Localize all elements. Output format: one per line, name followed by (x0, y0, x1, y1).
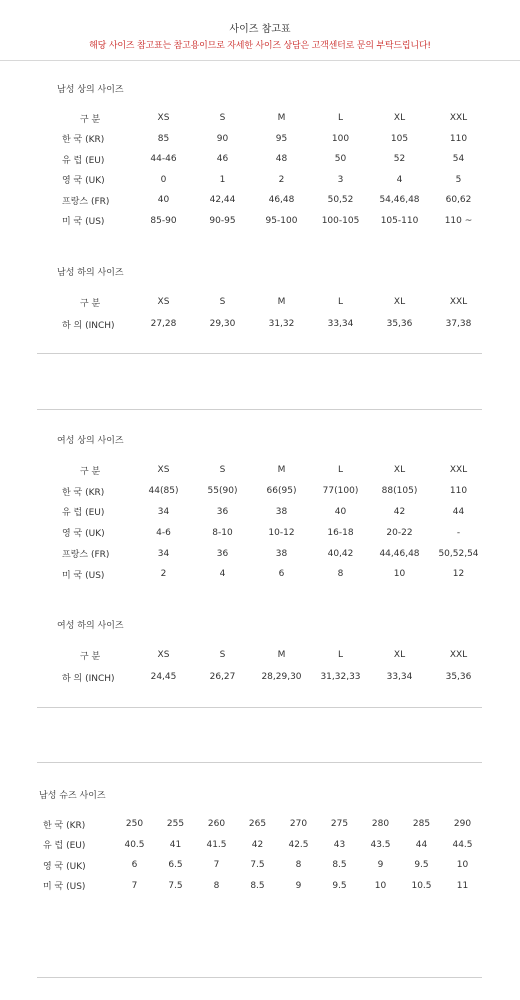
row-label: 프랑스 (FR) (62, 196, 110, 207)
size-notice: 해당 사이즈 참고표는 참고용이므로 자세한 사이즈 상담은 고객센터로 문의 부탁드립니다! (89, 41, 431, 51)
size-value-cell: 10.5 (411, 880, 432, 891)
size-value-cell: 27,28 (150, 319, 177, 329)
men-bottom-title: 남성 하의 사이즈 (57, 268, 124, 278)
size-value-cell: 35,36 (386, 319, 413, 329)
size-header-cell: XXL (449, 650, 468, 660)
size-value-cell: 34 (157, 506, 170, 517)
size-value-cell: 285 (412, 819, 431, 830)
page-title: 사이즈 참고표 (229, 24, 291, 35)
section-divider (37, 762, 482, 763)
size-value-cell: 9 (295, 880, 302, 891)
size-value-cell: - (456, 527, 461, 538)
size-value-cell: 42.5 (288, 839, 309, 850)
size-value-cell: 33,34 (327, 319, 354, 329)
size-value-cell: 4-6 (156, 527, 171, 538)
section-divider (37, 409, 482, 410)
size-value-cell: 90-95 (209, 215, 236, 226)
size-value-cell: 9.5 (414, 860, 429, 871)
size-value-cell: 55(90) (207, 486, 238, 497)
size-row (56, 522, 488, 543)
size-value-cell: 7 (131, 880, 138, 891)
size-value-cell: 5 (455, 174, 462, 185)
section-divider (37, 707, 482, 708)
size-value-cell: 77(100) (322, 486, 359, 497)
size-value-cell: 52 (393, 154, 406, 165)
size-value-cell: 10 (374, 880, 387, 891)
size-value-cell: 37,38 (445, 319, 472, 329)
size-header-row (56, 644, 488, 666)
size-row (56, 211, 488, 232)
size-value-cell: 41.5 (206, 839, 227, 850)
size-value-cell: 50,52,54 (438, 548, 479, 559)
size-value-cell: 50,52 (327, 195, 354, 206)
size-value-cell: 54,46,48 (379, 195, 420, 206)
size-header-cell: M (277, 650, 286, 660)
size-value-cell: 10-12 (268, 527, 295, 538)
size-value-cell: 41 (169, 839, 182, 850)
size-value-cell: 85-90 (150, 215, 177, 226)
size-value-cell: 24,45 (150, 672, 177, 682)
size-value-cell: 35,36 (445, 672, 472, 682)
men-top-table (56, 108, 488, 231)
size-value-cell: 38 (275, 506, 288, 517)
size-header-cell: S (219, 113, 226, 124)
size-header-cell: XL (393, 650, 406, 660)
size-value-cell: 7.5 (168, 880, 183, 891)
size-row (37, 855, 483, 876)
size-value-cell: 31,32 (268, 319, 295, 329)
size-value-cell: 255 (166, 819, 185, 830)
size-value-cell: 10 (456, 860, 469, 871)
top-divider (0, 60, 520, 61)
size-value-cell: 43.5 (370, 839, 391, 850)
size-header-cell: XS (157, 297, 170, 307)
size-value-cell: 8 (337, 569, 344, 580)
size-header-row (56, 108, 488, 129)
size-value-cell: 26,27 (209, 672, 236, 682)
size-value-cell: 4 (396, 174, 403, 185)
size-row (56, 502, 488, 523)
size-value-cell: 250 (125, 819, 144, 830)
size-value-cell: 29,30 (209, 319, 236, 329)
size-value-cell: 46 (216, 154, 229, 165)
size-header-cell: XS (157, 113, 170, 124)
size-value-cell: 44 (415, 839, 428, 850)
size-value-cell: 100 (331, 133, 350, 144)
size-value-cell: 8.5 (250, 880, 265, 891)
size-header-cell: XXL (449, 113, 468, 124)
section-divider (37, 977, 482, 978)
size-header-cell: XL (393, 465, 406, 476)
size-value-cell: 2 (278, 174, 285, 185)
size-header-cell: L (337, 297, 343, 307)
size-value-cell: 270 (289, 819, 308, 830)
size-header-cell: XS (157, 650, 170, 660)
size-header-cell: XS (157, 465, 170, 476)
size-value-cell: 50 (334, 154, 347, 165)
size-value-cell: 6 (131, 860, 138, 871)
row-label: 영 국 (UK) (43, 861, 86, 872)
row-label: 하 의 (INCH) (62, 320, 115, 331)
size-row (56, 170, 488, 191)
size-value-cell: 7.5 (250, 860, 265, 871)
size-value-cell: 36 (216, 548, 229, 559)
size-value-cell: 43 (333, 839, 346, 850)
size-header-cell: XXL (449, 297, 468, 307)
size-value-cell: 31,32,33 (320, 672, 361, 682)
size-value-cell: 6 (278, 569, 285, 580)
size-header-row (56, 460, 488, 481)
size-row (56, 313, 488, 335)
size-value-cell: 44.5 (452, 839, 473, 850)
row-label: 유 럽 (EU) (62, 508, 105, 519)
size-value-cell: 20-22 (386, 527, 413, 538)
size-row (56, 543, 488, 564)
size-header-cell: S (219, 465, 226, 476)
size-row (56, 564, 488, 585)
size-value-cell: 290 (453, 819, 472, 830)
row-label: 미 국 (US) (62, 570, 105, 581)
size-value-cell: 10 (393, 569, 406, 580)
size-value-cell: 95 (275, 133, 288, 144)
men-shoes-table (37, 814, 483, 896)
size-row (56, 190, 488, 211)
row-label: 프랑스 (FR) (62, 550, 110, 561)
size-header-cell: L (337, 465, 343, 476)
row-label: 영 국 (UK) (62, 176, 105, 187)
size-header-cell: L (337, 113, 343, 124)
size-value-cell: 9.5 (332, 880, 347, 891)
size-value-cell: 85 (157, 133, 170, 144)
row-label: 미 국 (US) (43, 882, 86, 893)
size-value-cell: 40.5 (124, 839, 145, 850)
size-value-cell: 1 (219, 174, 226, 185)
size-value-cell: 33,34 (386, 672, 413, 682)
size-value-cell: 40 (157, 195, 170, 206)
size-value-cell: 105 (390, 133, 409, 144)
size-value-cell: 275 (330, 819, 349, 830)
row-label: 영 국 (UK) (62, 529, 105, 540)
size-row (56, 149, 488, 170)
header-label: 구 분 (80, 466, 101, 477)
size-row (56, 481, 488, 502)
size-value-cell: 3 (337, 174, 344, 185)
size-value-cell: 42 (251, 839, 264, 850)
size-value-cell: 54 (452, 154, 465, 165)
size-value-cell: 88(105) (381, 486, 418, 497)
size-header-cell: XL (393, 113, 406, 124)
row-label: 한 국 (KR) (62, 487, 105, 498)
row-label: 한 국 (KR) (43, 820, 86, 831)
size-value-cell: 110 (449, 486, 468, 497)
men-top-title: 남성 상의 사이즈 (57, 85, 124, 95)
size-value-cell: 280 (371, 819, 390, 830)
size-value-cell: 8 (295, 860, 302, 871)
size-value-cell: 110 ~ (444, 215, 473, 226)
size-value-cell: 8 (213, 880, 220, 891)
size-header-row (56, 291, 488, 313)
men-shoes-title: 남성 슈즈 사이즈 (39, 791, 106, 801)
size-value-cell: 0 (160, 174, 167, 185)
women-top-title: 여성 상의 사이즈 (57, 436, 124, 446)
size-value-cell: 90 (216, 133, 229, 144)
size-value-cell: 36 (216, 506, 229, 517)
size-value-cell: 6.5 (168, 860, 183, 871)
header-label: 구 분 (80, 651, 101, 662)
men-bottom-table (56, 291, 488, 335)
size-value-cell: 48 (275, 154, 288, 165)
size-header-cell: S (219, 297, 226, 307)
size-value-cell: 95-100 (265, 215, 298, 226)
size-value-cell: 4 (219, 569, 226, 580)
size-value-cell: 38 (275, 548, 288, 559)
size-value-cell: 40,42 (327, 548, 354, 559)
size-value-cell: 42,44 (209, 195, 236, 206)
size-header-cell: L (337, 650, 343, 660)
size-value-cell: 44 (452, 506, 465, 517)
size-header-cell: M (277, 297, 286, 307)
size-value-cell: 66(95) (266, 486, 297, 497)
header-label: 구 분 (80, 298, 101, 309)
size-value-cell: 44(85) (148, 486, 179, 497)
row-label: 한 국 (KR) (62, 135, 105, 146)
size-value-cell: 28,29,30 (261, 672, 302, 682)
size-value-cell: 110 (449, 133, 468, 144)
size-value-cell: 9 (377, 860, 384, 871)
size-row (37, 876, 483, 897)
header-label: 구 분 (80, 114, 101, 125)
size-value-cell: 260 (207, 819, 226, 830)
size-value-cell: 44-46 (150, 154, 177, 165)
size-value-cell: 40 (334, 506, 347, 517)
size-row (56, 129, 488, 150)
size-header-cell: XL (393, 297, 406, 307)
women-bottom-table (56, 644, 488, 688)
row-label: 하 의 (INCH) (62, 673, 115, 684)
size-value-cell: 2 (160, 569, 167, 580)
size-row (56, 666, 488, 688)
size-value-cell: 105-110 (380, 215, 419, 226)
row-label: 유 럽 (EU) (43, 841, 86, 852)
size-value-cell: 265 (248, 819, 267, 830)
size-row (37, 835, 483, 856)
women-bottom-title: 여성 하의 사이즈 (57, 621, 124, 631)
size-value-cell: 100-105 (321, 215, 360, 226)
size-value-cell: 42 (393, 506, 406, 517)
size-value-cell: 46,48 (268, 195, 295, 206)
size-value-cell: 11 (456, 880, 469, 891)
size-value-cell: 8.5 (332, 860, 347, 871)
row-label: 유 럽 (EU) (62, 155, 105, 166)
size-value-cell: 12 (452, 569, 465, 580)
size-value-cell: 44,46,48 (379, 548, 420, 559)
size-header-cell: S (219, 650, 226, 660)
size-row (37, 814, 483, 835)
size-value-cell: 8-10 (212, 527, 233, 538)
size-header-cell: XXL (449, 465, 468, 476)
size-header-cell: M (277, 465, 286, 476)
size-value-cell: 34 (157, 548, 170, 559)
women-top-table (56, 460, 488, 585)
size-header-cell: M (277, 113, 286, 124)
size-value-cell: 7 (213, 860, 220, 871)
size-value-cell: 16-18 (327, 527, 354, 538)
row-label: 미 국 (US) (62, 217, 105, 228)
section-divider (37, 353, 482, 354)
size-value-cell: 60,62 (445, 195, 472, 206)
